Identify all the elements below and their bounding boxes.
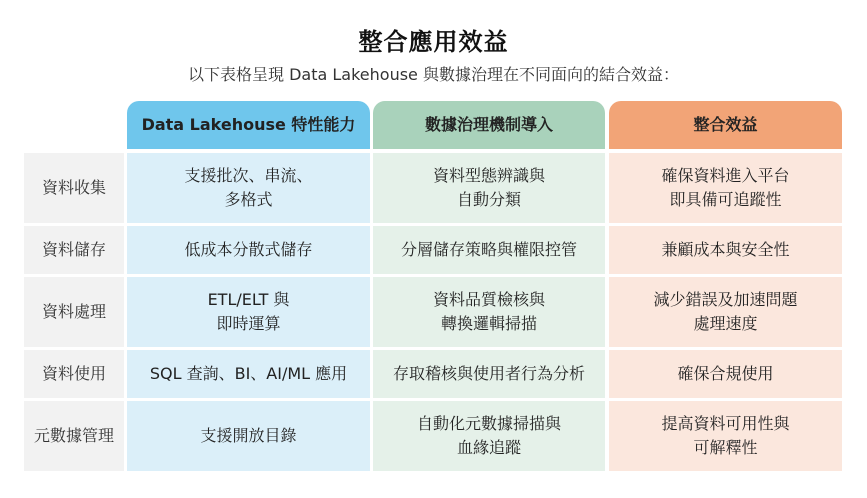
table-row xyxy=(24,277,842,347)
lakehouse-capability-cell: 支援開放目錄 xyxy=(127,401,370,471)
table-row xyxy=(24,401,842,471)
lakehouse-capability-cell: ETL/ELT 與 即時運算 xyxy=(127,277,370,347)
benefits-table xyxy=(24,101,842,474)
header-integration-benefit: 整合效益 xyxy=(609,101,842,149)
table-row xyxy=(24,153,842,223)
governance-mechanism-cell: 存取稽核與使用者行為分析 xyxy=(373,350,605,398)
table-header-row xyxy=(24,101,842,149)
integration-benefit-cell: 兼顧成本與安全性 xyxy=(609,226,842,274)
governance-mechanism-cell: 資料型態辨識與 自動分類 xyxy=(373,153,605,223)
row-label: 資料收集 xyxy=(24,153,124,223)
row-label: 資料處理 xyxy=(24,277,124,347)
page-subtitle: 以下表格呈現 Data Lakehouse 與數據治理在不同面向的結合效益： xyxy=(188,65,679,84)
row-label: 資料儲存 xyxy=(24,226,124,274)
integration-benefit-cell: 確保資料進入平台 即具備可追蹤性 xyxy=(609,153,842,223)
governance-mechanism-cell: 資料品質檢核與 轉換邏輯掃描 xyxy=(373,277,605,347)
row-label: 元數據管理 xyxy=(24,401,124,471)
table-row xyxy=(24,350,842,398)
table-row xyxy=(24,226,842,274)
integration-benefit-cell: 確保合規使用 xyxy=(609,350,842,398)
governance-mechanism-cell: 自動化元數據掃描與 血緣追蹤 xyxy=(373,401,605,471)
integration-benefit-cell: 減少錯誤及加速問題 處理速度 xyxy=(609,277,842,347)
header-lakehouse-capability: Data Lakehouse 特性能力 xyxy=(127,101,370,149)
governance-mechanism-cell: 分層儲存策略與權限控管 xyxy=(373,226,605,274)
header-governance-mechanism: 數據治理機制導入 xyxy=(373,101,605,149)
lakehouse-capability-cell: SQL 查詢、BI、AI/ML 應用 xyxy=(127,350,370,398)
lakehouse-capability-cell: 低成本分散式儲存 xyxy=(127,226,370,274)
header-corner-cell xyxy=(24,101,124,149)
row-label: 資料使用 xyxy=(24,350,124,398)
lakehouse-capability-cell: 支援批次、串流、 多格式 xyxy=(127,153,370,223)
page-title: 整合應用效益 xyxy=(358,28,509,56)
integration-benefit-cell: 提高資料可用性與 可解釋性 xyxy=(609,401,842,471)
